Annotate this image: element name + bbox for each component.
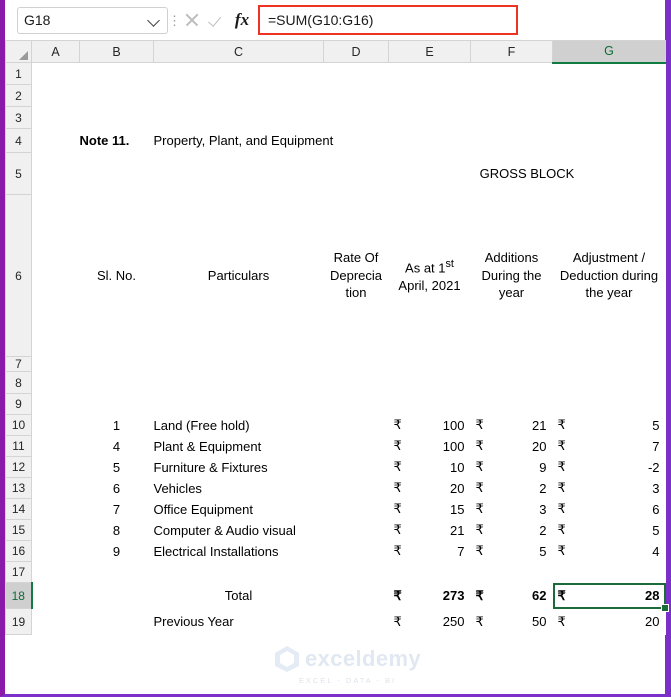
cell-d17[interactable] [324, 562, 389, 583]
cell-d9[interactable] [324, 394, 389, 415]
currency-symbol: ₹ [393, 417, 402, 432]
cell-additions[interactable] [471, 436, 553, 457]
value: 5 [652, 522, 660, 538]
cell-rate[interactable] [324, 415, 389, 436]
fx-icon[interactable]: fx [234, 10, 250, 29]
select-all-corner[interactable] [6, 41, 32, 63]
table-row [6, 436, 666, 457]
table-row [6, 153, 666, 195]
value: 10 [450, 459, 465, 475]
cell-a12[interactable] [32, 457, 80, 478]
value: -2 [647, 459, 660, 475]
cell-g1[interactable] [553, 63, 666, 85]
row-header-19[interactable]: 19 [6, 609, 32, 635]
cell-particulars[interactable]: Office Equipment [154, 499, 324, 520]
currency-symbol: ₹ [475, 587, 484, 603]
header-adjustment[interactable]: Adjustment / Deduction during the year [553, 195, 666, 357]
table-row [6, 583, 666, 609]
cell-b1[interactable] [80, 63, 154, 85]
currency-symbol: ₹ [393, 438, 402, 453]
currency-symbol: ₹ [475, 613, 484, 629]
previous-year-adjustment[interactable] [553, 609, 666, 635]
table-row [6, 609, 666, 635]
value: 4 [652, 543, 660, 559]
cell-adjustment[interactable] [553, 457, 666, 478]
table-row [6, 372, 666, 394]
cell-adjustment[interactable] [553, 541, 666, 562]
cell-as-at[interactable] [389, 436, 471, 457]
value: 21 [450, 522, 465, 538]
check-icon[interactable] [209, 12, 225, 28]
cell-particulars[interactable]: Vehicles [154, 478, 324, 499]
cell-a6[interactable] [32, 195, 80, 357]
table-row [6, 63, 666, 85]
spreadsheet-grid [5, 40, 665, 635]
header-sl-no[interactable]: Sl. No. [80, 195, 154, 357]
cell-e3[interactable] [389, 107, 471, 129]
formula-bar [5, 0, 665, 40]
header-as-at-sup: st [445, 257, 454, 270]
table-row [6, 541, 666, 562]
header-rate-of-depreciation[interactable]: Rate Of Deprecia tion [324, 195, 389, 357]
column-header-f[interactable]: F [471, 41, 553, 63]
value: 6 [652, 501, 660, 517]
cell-f9[interactable] [471, 394, 553, 415]
cell-g2[interactable] [553, 85, 666, 107]
formula-input[interactable] [258, 5, 518, 35]
formula-action-icons [180, 12, 258, 28]
cell-adjustment[interactable] [553, 436, 666, 457]
cell-a1[interactable] [32, 63, 80, 85]
value: 21 [532, 417, 547, 433]
currency-symbol: ₹ [393, 480, 402, 495]
formula-text: =SUM(G10:G16) [268, 12, 374, 28]
value: 5 [539, 543, 547, 559]
value: 5 [652, 417, 660, 433]
cell-particulars[interactable]: Electrical Installations [154, 541, 324, 562]
cell-a8[interactable] [32, 372, 80, 394]
cell-particulars[interactable]: Furniture & Fixtures [154, 457, 324, 478]
cell-g17[interactable] [553, 562, 666, 583]
cell-c9[interactable] [154, 394, 324, 415]
cell-b3[interactable] [80, 107, 154, 129]
cell-as-at[interactable] [389, 541, 471, 562]
currency-symbol: ₹ [393, 543, 402, 558]
value: 20 [645, 614, 660, 629]
cell-additions[interactable] [471, 499, 553, 520]
cell-additions[interactable] [471, 457, 553, 478]
total-adjustment-selected-cell[interactable] [553, 583, 666, 609]
cell-f3[interactable] [471, 107, 553, 129]
cell-a16[interactable] [32, 541, 80, 562]
cell-e7[interactable] [389, 357, 471, 372]
formula-bar-filler [518, 5, 661, 35]
currency-symbol: ₹ [557, 522, 566, 537]
value: 250 [442, 614, 465, 629]
cell-g3[interactable] [553, 107, 666, 129]
cell-e8[interactable] [389, 372, 471, 394]
cell-f7[interactable] [471, 357, 553, 372]
previous-year-as-at[interactable] [389, 609, 471, 635]
value: 100 [442, 438, 465, 454]
cell-a15[interactable] [32, 520, 80, 541]
table-row [6, 415, 666, 436]
cell-a4[interactable] [32, 129, 80, 153]
cell-adjustment[interactable] [553, 415, 666, 436]
currency-symbol: ₹ [475, 438, 484, 453]
cell-a9[interactable] [32, 394, 80, 415]
gross-block-header[interactable]: GROSS BLOCK [389, 153, 666, 195]
value: 3 [652, 480, 660, 496]
table-row [6, 129, 666, 153]
cell-c17[interactable] [154, 562, 324, 583]
currency-symbol: ₹ [475, 480, 484, 495]
table-row [6, 520, 666, 541]
row-header-5[interactable]: 5 [6, 153, 32, 195]
cell-d1[interactable] [324, 63, 389, 85]
row-header-12[interactable]: 12 [6, 457, 32, 478]
cell-c7[interactable] [154, 357, 324, 372]
header-particulars[interactable]: Particulars [154, 195, 324, 357]
row-header-15[interactable]: 15 [6, 520, 32, 541]
cell-b7[interactable] [80, 357, 154, 372]
cell-a7[interactable] [32, 357, 80, 372]
currency-symbol: ₹ [557, 459, 566, 474]
cell-b9[interactable] [80, 394, 154, 415]
column-header-a[interactable]: A [32, 41, 80, 63]
currency-symbol: ₹ [393, 587, 402, 603]
exceldemy-watermark [255, 645, 440, 685]
value: 20 [450, 480, 465, 496]
vertical-dots-icon[interactable]: ⋮ [168, 12, 181, 28]
cell-sl-no[interactable]: 8 [80, 520, 154, 541]
value: 7 [652, 438, 660, 454]
cell-a2[interactable] [32, 85, 80, 107]
cell-adjustment[interactable] [553, 478, 666, 499]
cell-c3[interactable] [154, 107, 324, 129]
cell-a17[interactable] [32, 562, 80, 583]
cell-b19[interactable] [80, 609, 154, 635]
column-header-c[interactable]: C [154, 41, 324, 63]
cell-rate[interactable] [324, 541, 389, 562]
watermark-name: exceldemy [304, 646, 422, 671]
row-header-18[interactable]: 18 [6, 583, 32, 609]
cell-adjustment[interactable] [553, 499, 666, 520]
cell-d8[interactable] [324, 372, 389, 394]
currency-symbol: ₹ [475, 417, 484, 432]
value: 273 [442, 588, 465, 603]
currency-symbol: ₹ [393, 613, 402, 629]
table-row [6, 478, 666, 499]
cell-rate[interactable] [324, 457, 389, 478]
value: 50 [532, 614, 547, 629]
currency-symbol: ₹ [475, 543, 484, 558]
cell-sl-no[interactable]: 1 [80, 415, 154, 436]
cell-as-at[interactable] [389, 520, 471, 541]
cell-as-at[interactable] [389, 457, 471, 478]
header-as-at[interactable] [389, 195, 471, 357]
cell-a3[interactable] [32, 107, 80, 129]
cell-b5[interactable] [80, 153, 154, 195]
cell-sl-no[interactable]: 9 [80, 541, 154, 562]
cell-additions[interactable] [471, 520, 553, 541]
currency-symbol: ₹ [557, 480, 566, 495]
name-box[interactable] [17, 7, 168, 34]
value: 20 [532, 438, 547, 454]
table-row [6, 357, 666, 372]
watermark-subtitle: EXCEL - DATA - BI [298, 676, 397, 685]
cell-particulars[interactable]: Land (Free hold) [154, 415, 324, 436]
cell-f8[interactable] [471, 372, 553, 394]
currency-symbol: ₹ [475, 459, 484, 474]
cell-d3[interactable] [324, 107, 389, 129]
chevron-down-icon[interactable] [148, 14, 161, 27]
note-title-cell[interactable]: Property, Plant, and Equipment [154, 129, 666, 153]
cell-d2[interactable] [324, 85, 389, 107]
value: 2 [539, 480, 547, 496]
currency-symbol: ₹ [557, 587, 566, 603]
row-header-9[interactable]: 9 [6, 394, 32, 415]
row-header-3[interactable]: 3 [6, 107, 32, 129]
cell-particulars[interactable]: Computer & Audio visual [154, 520, 324, 541]
header-as-at-prefix: As at 1 [405, 260, 446, 276]
watermark-row [274, 645, 421, 673]
total-label[interactable]: Total [154, 583, 324, 609]
cell-b2[interactable] [80, 85, 154, 107]
row-header-6[interactable]: 6 [6, 195, 32, 357]
column-header-g[interactable]: G [553, 41, 666, 63]
value: 100 [442, 417, 465, 433]
row-header-8[interactable]: 8 [6, 372, 32, 394]
value: 15 [450, 501, 465, 517]
value: 2 [539, 522, 547, 538]
cell-as-at[interactable] [389, 499, 471, 520]
column-header-d[interactable]: D [324, 41, 389, 63]
cell-rate[interactable] [324, 478, 389, 499]
table-row [6, 499, 666, 520]
currency-symbol: ₹ [557, 417, 566, 432]
row-header-14[interactable]: 14 [6, 499, 32, 520]
row-header-7[interactable]: 7 [6, 357, 32, 372]
cell-a19[interactable] [32, 609, 80, 635]
cell-e9[interactable] [389, 394, 471, 415]
column-header-row [6, 41, 666, 63]
table-row [6, 85, 666, 107]
cell-c8[interactable] [154, 372, 324, 394]
cell-additions[interactable] [471, 478, 553, 499]
currency-symbol: ₹ [557, 613, 566, 629]
cell-c1[interactable] [154, 63, 324, 85]
cell-f2[interactable] [471, 85, 553, 107]
cell-particulars[interactable]: Plant & Equipment [154, 436, 324, 457]
header-additions[interactable]: Additions During the year [471, 195, 553, 357]
cell-rate[interactable] [324, 520, 389, 541]
row-header-17[interactable]: 17 [6, 562, 32, 583]
value: 7 [457, 543, 465, 559]
column-header-b[interactable]: B [80, 41, 154, 63]
row-header-10[interactable]: 10 [6, 415, 32, 436]
value: 9 [539, 459, 547, 475]
row-header-2[interactable]: 2 [6, 85, 32, 107]
row-header-16[interactable]: 16 [6, 541, 32, 562]
cell-c2[interactable] [154, 85, 324, 107]
previous-year-label[interactable]: Previous Year [154, 609, 324, 635]
table-row [6, 394, 666, 415]
cell-d18[interactable] [324, 583, 389, 609]
currency-symbol: ₹ [393, 522, 402, 537]
currency-symbol: ₹ [557, 438, 566, 453]
cell-g9[interactable] [553, 394, 666, 415]
cell-b8[interactable] [80, 372, 154, 394]
name-box-value: G18 [24, 12, 51, 28]
cell-rate[interactable] [324, 436, 389, 457]
currency-symbol: ₹ [475, 501, 484, 516]
header-as-at-suffix: April, 2021 [398, 277, 461, 293]
row-header-4[interactable]: 4 [6, 129, 32, 153]
cell-d7[interactable] [324, 357, 389, 372]
total-additions[interactable] [471, 583, 553, 609]
cell-e1[interactable] [389, 63, 471, 85]
value: 3 [539, 501, 547, 517]
table-row [6, 195, 666, 357]
cell-additions[interactable] [471, 541, 553, 562]
total-as-at[interactable] [389, 583, 471, 609]
cell-d19[interactable] [324, 609, 389, 635]
row-header-1[interactable]: 1 [6, 63, 32, 85]
cell-sl-no[interactable]: 7 [80, 499, 154, 520]
value: 28 [645, 588, 660, 603]
cell-sl-no[interactable]: 5 [80, 457, 154, 478]
cell-a11[interactable] [32, 436, 80, 457]
previous-year-additions[interactable] [471, 609, 553, 635]
table-row [6, 562, 666, 583]
cell-b17[interactable] [80, 562, 154, 583]
cell-a18[interactable] [32, 583, 80, 609]
currency-symbol: ₹ [557, 543, 566, 558]
cell-d5[interactable] [324, 153, 389, 195]
note-number-cell[interactable]: Note 11. [80, 129, 154, 153]
row-header-13[interactable]: 13 [6, 478, 32, 499]
cell-f17[interactable] [471, 562, 553, 583]
column-header-e[interactable]: E [389, 41, 471, 63]
cell-g8[interactable] [553, 372, 666, 394]
cell-c5[interactable] [154, 153, 324, 195]
table-row [6, 107, 666, 129]
value: 62 [532, 588, 547, 603]
cell-a14[interactable] [32, 499, 80, 520]
row-header-11[interactable]: 11 [6, 436, 32, 457]
currency-symbol: ₹ [557, 501, 566, 516]
currency-symbol: ₹ [393, 501, 402, 516]
cell-sl-no[interactable]: 6 [80, 478, 154, 499]
cancel-x-icon[interactable] [184, 12, 200, 28]
cell-rate[interactable] [324, 499, 389, 520]
currency-symbol: ₹ [393, 459, 402, 474]
cell-a13[interactable] [32, 478, 80, 499]
cell-adjustment[interactable] [553, 520, 666, 541]
cell-g7[interactable] [553, 357, 666, 372]
cell-e2[interactable] [389, 85, 471, 107]
cell-e17[interactable] [389, 562, 471, 583]
cell-a5[interactable] [32, 153, 80, 195]
cell-as-at[interactable] [389, 415, 471, 436]
cell-additions[interactable] [471, 415, 553, 436]
cell-sl-no[interactable]: 4 [80, 436, 154, 457]
cell-f1[interactable] [471, 63, 553, 85]
cell-a10[interactable] [32, 415, 80, 436]
exceldemy-logo-icon [274, 645, 300, 673]
currency-symbol: ₹ [475, 522, 484, 537]
table-row [6, 457, 666, 478]
cell-as-at[interactable] [389, 478, 471, 499]
cell-b18[interactable] [80, 583, 154, 609]
